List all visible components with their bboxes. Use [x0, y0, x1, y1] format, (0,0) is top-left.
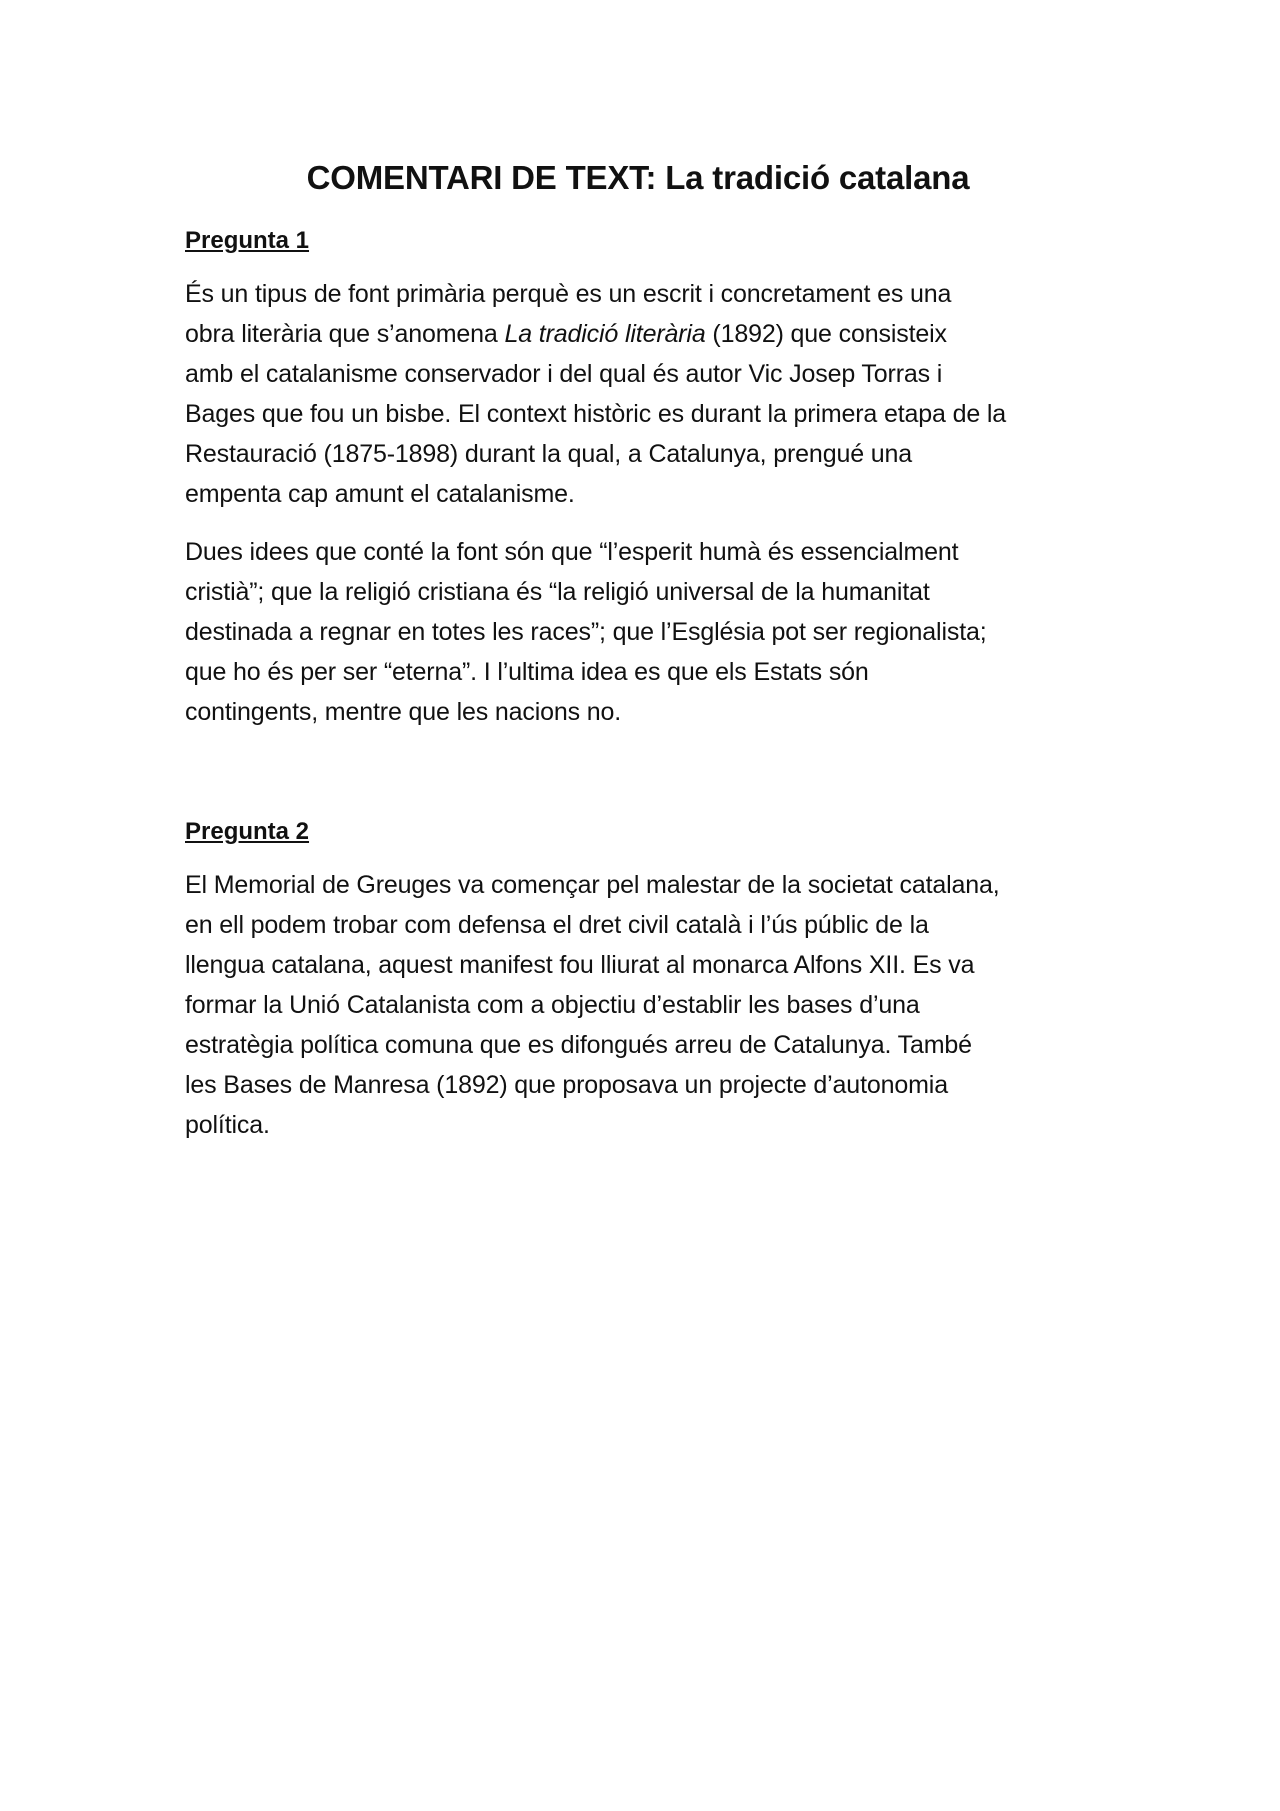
paragraph-line: destinada a regnar en totes les races”; que l’Església pot ser regionalista;: [185, 618, 987, 646]
paragraph-line: amb el catalanisme conservador i del qual és autor Vic Josep Torras i: [185, 360, 943, 388]
paragraph-line: El Memorial de Greuges va començar pel malestar de la societat catalana,: [185, 871, 1000, 899]
paragraph-line: que ho és per ser “eterna”. I l’ultima idea es que els Estats són: [185, 658, 869, 686]
paragraph-line: empenta cap amunt el catalanisme.: [185, 480, 575, 508]
document-title: COMENTARI DE TEXT: La tradició catalana: [306, 159, 970, 196]
paragraph-line: cristià”; que la religió cristiana és “la religió universal de la humanitat: [185, 578, 930, 606]
paragraph-line: llengua catalana, aquest manifest fou lliurat al monarca Alfons XII. Es va: [185, 951, 975, 979]
paragraph-line: en ell podem trobar com defensa el dret civil català i l’ús públic de la: [185, 911, 929, 939]
paragraph-line: contingents, mentre que les nacions no.: [185, 698, 622, 726]
paragraph-line: formar la Unió Catalanista com a objectiu d’establir les bases d’una: [185, 991, 920, 1019]
text-run: obra literària que s’anomena: [185, 320, 505, 348]
section-heading-pregunta-1: Pregunta 1: [185, 227, 310, 254]
paragraph-line: estratègia política comuna que es difongués arreu de Catalunya. També: [185, 1031, 972, 1059]
paragraph-line: Dues idees que conté la font són que “l’esperit humà és essencialment: [185, 538, 959, 566]
paragraph-line: És un tipus de font primària perquè es un escrit i concretament es una: [185, 280, 952, 308]
book-title-italic: La tradició literària: [504, 320, 706, 348]
paragraph-1: [185, 274, 1115, 514]
paragraph-line: [185, 314, 1115, 354]
section-heading-pregunta-2: Pregunta 2: [185, 818, 310, 845]
paragraph-line: Restauració (1875-1898) durant la qual, a Catalunya, prengué una: [185, 440, 913, 468]
paragraph-line: política.: [185, 1111, 270, 1139]
document-body: [185, 150, 1115, 1145]
text-run: (1892) que consisteix: [705, 320, 947, 348]
paragraph-2: [185, 532, 1115, 732]
paragraph-3: [185, 865, 1115, 1145]
paragraph-line: les Bases de Manresa (1892) que proposava un projecte d’autonomia: [185, 1071, 948, 1099]
paragraph-line: Bages que fou un bisbe. El context històric es durant la primera etapa de la: [185, 400, 1007, 428]
